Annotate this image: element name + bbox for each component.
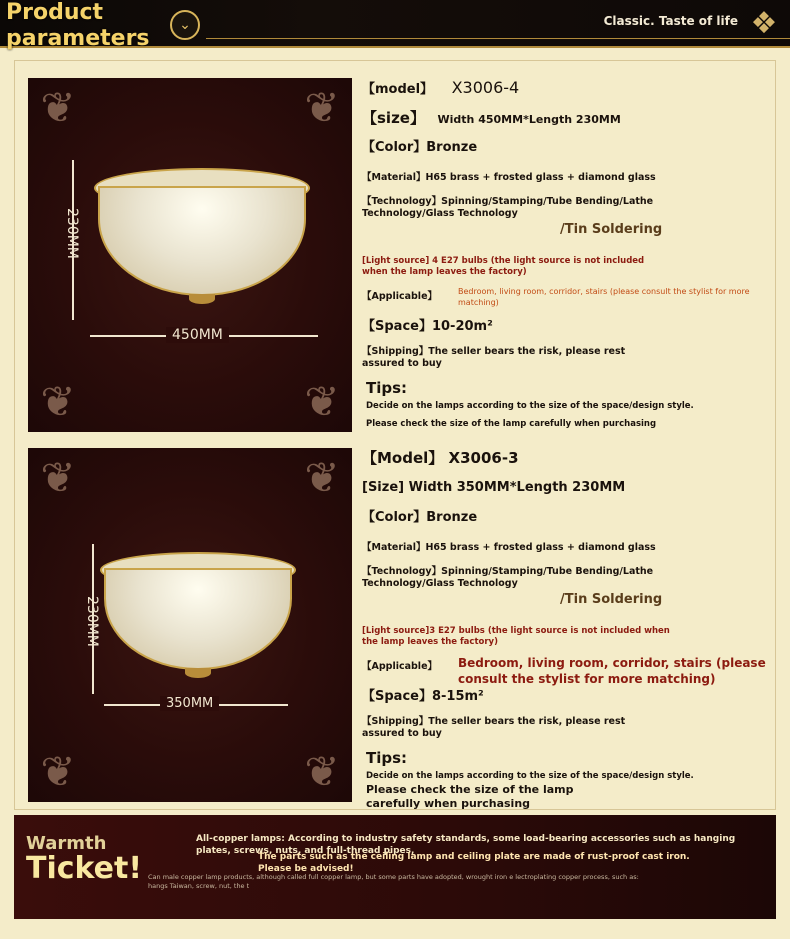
ornament-icon: ❦ <box>304 83 340 132</box>
size-label: 【size】 <box>362 109 425 127</box>
space-row-1: 【Space】10-20m² <box>362 319 493 334</box>
technology-extra-1: /Tin Soldering <box>560 222 663 237</box>
model-row-2 <box>362 449 772 467</box>
chevron-down-icon: ⌄ <box>170 10 200 40</box>
ornament-icon: ❦ <box>40 377 76 426</box>
ornament-icon: ❖ <box>750 6 778 41</box>
tip-2-2: Please check the size of the lamp carefully when purchasing <box>366 783 574 810</box>
size-value: Width 350MM*Length 230MM <box>408 480 626 495</box>
notice-line-3: Can male copper lamp products, although called full copper lamp, but some parts have adopted, wrought iron e lectroplating copper process, such as: hangs Taiwan, screw, nut, the t <box>148 873 639 890</box>
page-title <box>6 0 150 52</box>
technology-row-2: 【Technology】Spinning/Stamping/Tube Bending/Lathe Technology/Glass Technology <box>362 566 654 589</box>
model-value: X3006-4 <box>451 78 520 97</box>
product-image-1 <box>28 78 352 432</box>
model-value: X3006-3 <box>448 449 519 467</box>
ornament-icon: ❦ <box>304 377 340 426</box>
applicable-label-1: 【Applicable】 <box>362 291 438 302</box>
space-row-2: 【Space】8-15m² <box>362 689 484 704</box>
header-divider <box>206 38 790 39</box>
shipping-row-2: 【Shipping】The seller bears the risk, please rest assured to buy <box>362 716 626 739</box>
notice-line-2: The parts such as the ceiling lamp and ceiling plate are made of rust-proof cast iron. Please be advised! <box>258 852 690 874</box>
ticket-label: Ticket! <box>26 851 143 886</box>
material-row-2: 【Material】H65 brass + frosted glass + diamond glass <box>362 542 656 553</box>
height-label: 230MM <box>84 596 100 647</box>
width-label: 450MM <box>166 327 229 343</box>
technology-row-1: 【Technology】Spinning/Stamping/Tube Bending/Lathe Technology/Glass Technology <box>362 196 654 219</box>
applicable-value-1: Bedroom, living room, corridor, stairs (please consult the stylist for more matching) <box>458 287 750 307</box>
warmth-label: Warmth <box>26 833 107 854</box>
tips-label-1: Tips: <box>366 379 408 397</box>
model-label: 【Model】 <box>362 449 444 467</box>
applicable-label-2: 【Applicable】 <box>362 661 438 672</box>
color-row-2: 【Color】Bronze <box>362 510 478 525</box>
ornament-icon: ❦ <box>40 453 76 502</box>
notice-line-1: All-copper lamps: According to industry safety standards, some load-bearing accessories such as hanging plates, screws, nuts, and full-thread pipes, <box>196 834 736 856</box>
lamp-finial <box>189 294 215 304</box>
material-row-1: 【Material】H65 brass + frosted glass + diamond glass <box>362 172 656 183</box>
size-row-1 <box>362 110 772 128</box>
title-line-2: parameters <box>6 26 150 51</box>
header <box>0 0 790 51</box>
model-row-1 <box>362 80 772 98</box>
tip-1-2: Please check the size of the lamp carefully when purchasing <box>366 419 657 429</box>
model-label: 【model】 <box>362 82 434 97</box>
ornament-icon: ❦ <box>304 747 340 796</box>
height-label: 230MM <box>64 208 80 259</box>
product-image-2 <box>28 448 352 802</box>
applicable-value-2: Bedroom, living room, corridor, stairs (please consult the stylist for more matching) <box>458 656 766 686</box>
ornament-icon: ❦ <box>40 747 76 796</box>
warmth-ticket-banner <box>14 815 776 919</box>
size-value: Width 450MM*Length 230MM <box>437 113 621 126</box>
tip-1-1: Decide on the lamps according to the size of the space/design style. <box>366 401 694 411</box>
light-source-row-1: [Light source] 4 E27 bulbs (the light source is not included when the lamp leaves the factory) <box>362 256 645 277</box>
lamp-finial <box>185 668 211 678</box>
tip-2-1: Decide on the lamps according to the size of the space/design style. <box>366 771 694 781</box>
tips-label-2: Tips: <box>366 749 408 767</box>
ornament-icon: ❦ <box>304 453 340 502</box>
shipping-row-1: 【Shipping】The seller bears the risk, please rest assured to buy <box>362 346 626 369</box>
size-label: [Size] <box>362 480 405 495</box>
light-source-row-2: [Light source]3 E27 bulbs (the light source is not included when the lamp leaves the factory) <box>362 626 670 647</box>
width-label: 350MM <box>160 696 219 711</box>
lamp-shade <box>98 186 306 296</box>
color-row-1: 【Color】Bronze <box>362 140 478 155</box>
lamp-shade <box>104 568 292 670</box>
technology-extra-2: /Tin Soldering <box>560 592 663 607</box>
tagline: Classic. Taste of life <box>603 14 738 28</box>
size-row-2 <box>362 480 772 496</box>
title-line-1: Product <box>6 0 104 25</box>
ornament-icon: ❦ <box>40 83 76 132</box>
